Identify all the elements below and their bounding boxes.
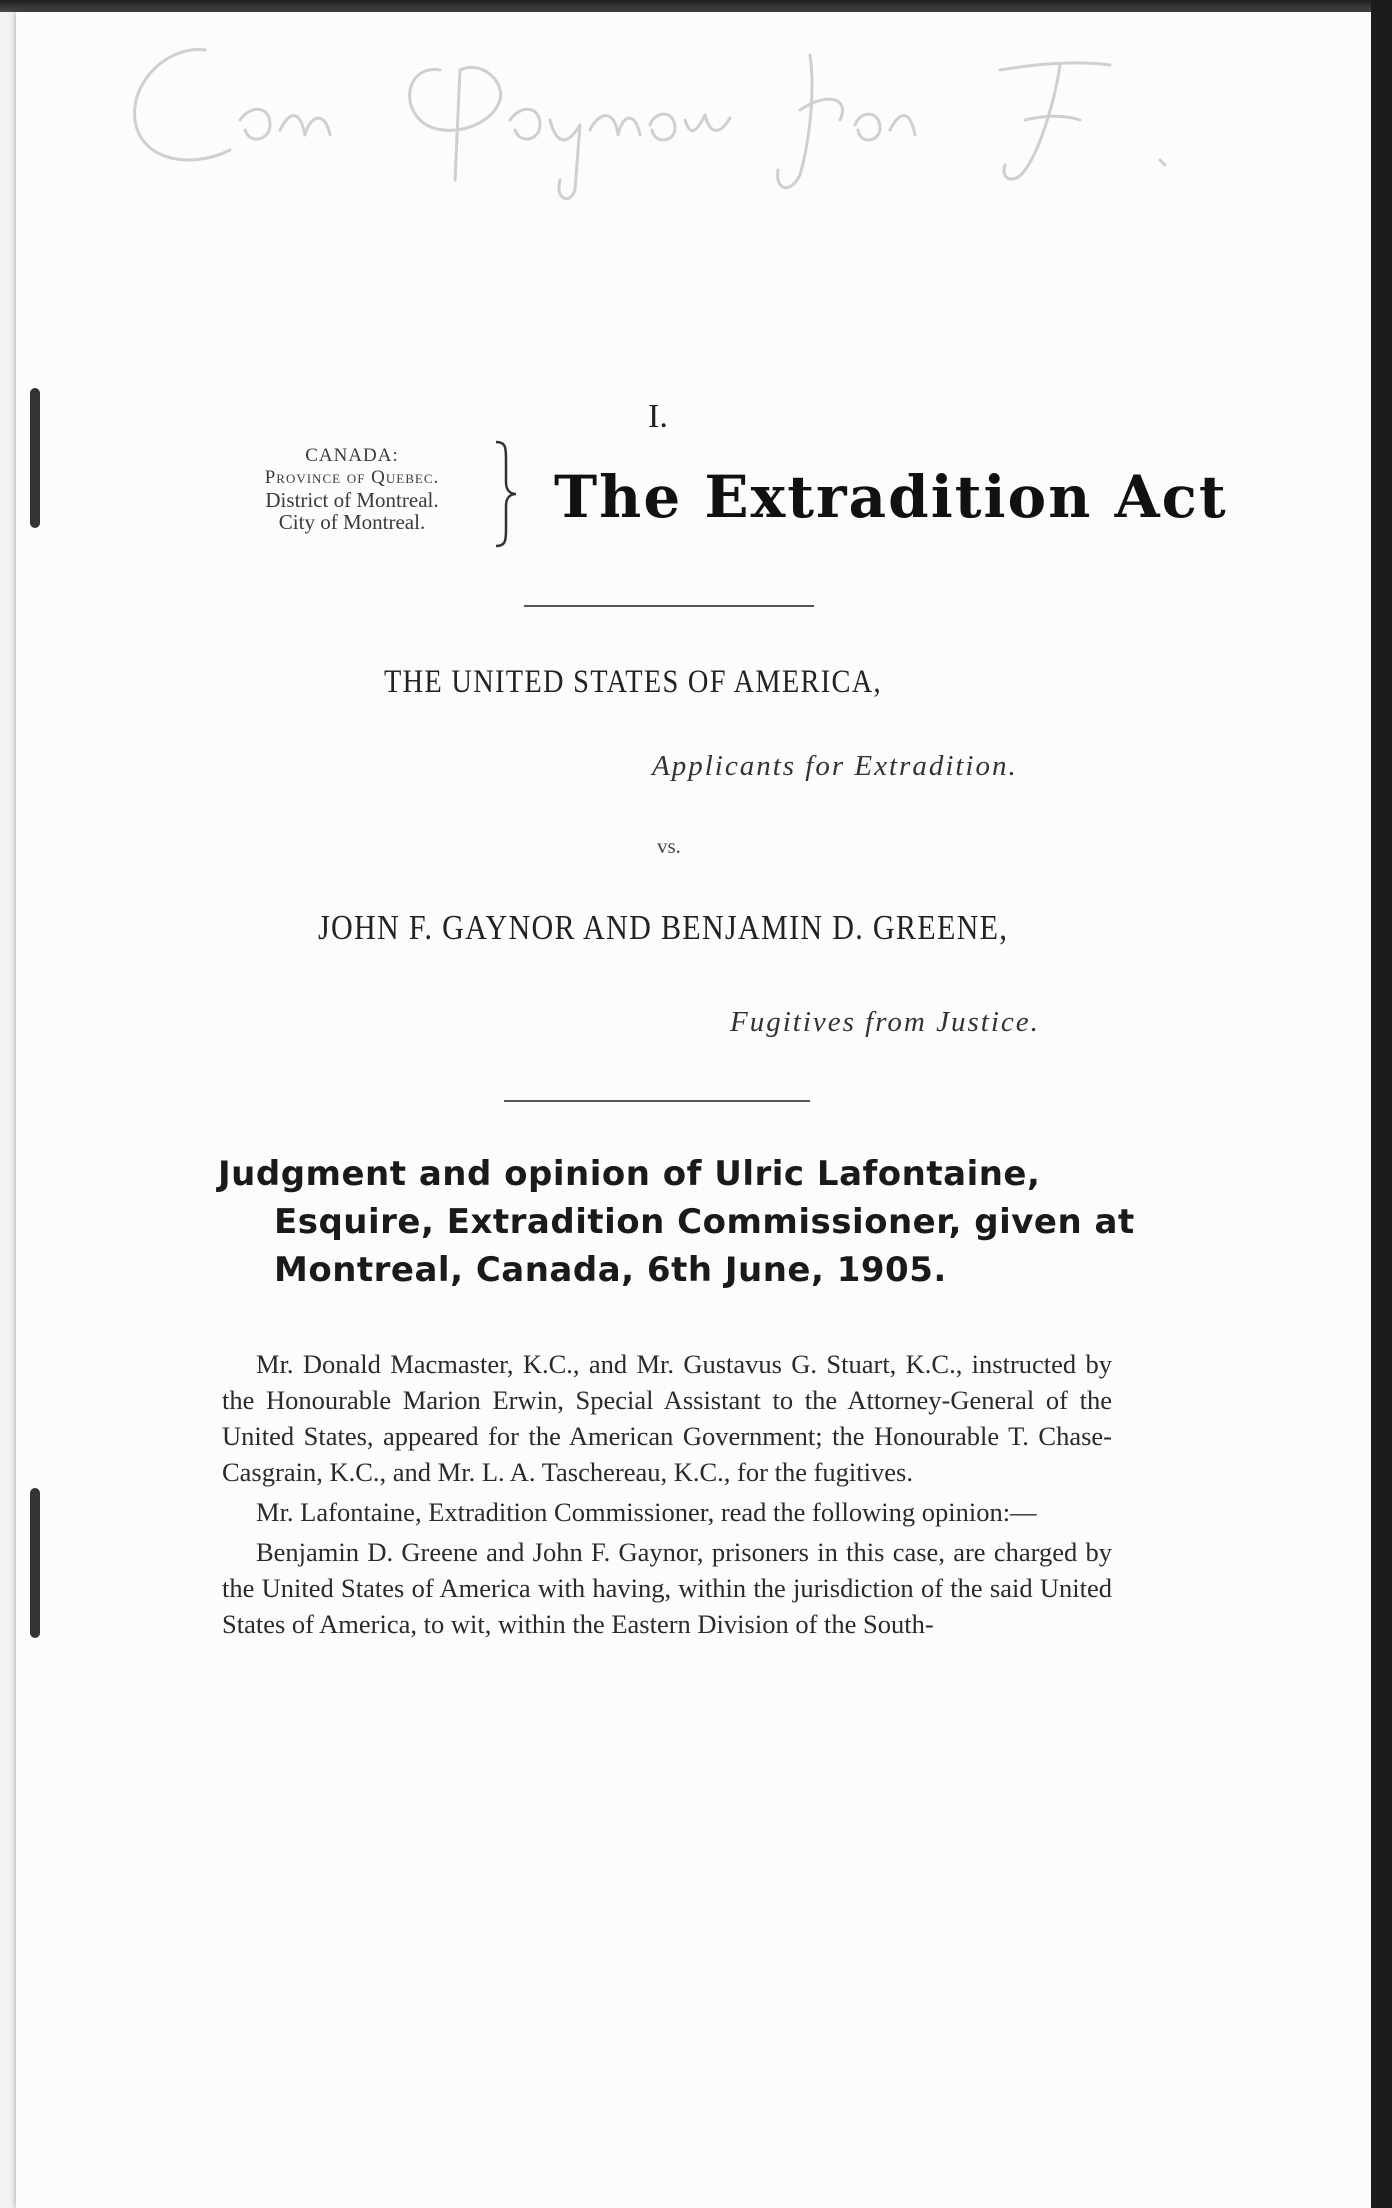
title-divider — [524, 605, 814, 607]
plaintiff-role: Applicants for Extradition. — [652, 750, 1018, 782]
versus-label: vs. — [657, 834, 681, 858]
paragraph-reading: Mr. Lafontaine, Extradition Commissioner, read the following opinion:— — [256, 1497, 1037, 1527]
heading-line-1: Judgment and opinion of Ulric Lafontaine, — [218, 1154, 1041, 1194]
body-text — [222, 1346, 1112, 1646]
heading-line-3: Montreal, Canada, 6th June, 1905. — [274, 1250, 947, 1290]
binding-staple-lower — [30, 1488, 40, 1638]
plaintiff-name: THE UNITED STATES OF AMERICA, — [384, 664, 882, 700]
jurisdiction-province: Province of Quebec. — [264, 467, 440, 488]
jurisdiction-country: CANADA: — [305, 445, 399, 466]
jurisdiction-district: District of Montreal. — [265, 488, 439, 512]
scan-right-edge — [1371, 0, 1392, 2208]
jurisdiction-brace — [492, 438, 522, 550]
handwritten-signature — [110, 10, 1230, 210]
heading-line-2: Esquire, Extradition Commissioner, given at — [274, 1202, 1135, 1242]
caption-divider — [504, 1100, 810, 1102]
act-title: The Extradition Act — [554, 463, 1228, 531]
binding-staple-upper — [30, 388, 40, 528]
defendant-role: Fugitives from Justice. — [730, 1006, 1040, 1038]
judgment-heading — [218, 1150, 1138, 1294]
jurisdiction-city: City of Montreal. — [278, 510, 426, 534]
jurisdiction-block — [212, 445, 492, 533]
section-number: I. — [648, 398, 668, 435]
paragraph-charges: Benjamin D. Greene and John F. Gaynor, prisoners in this case, are charged by the United States of America with having, within the jurisdiction of the said United States of America, to wit, within the Eastern Division of the South- — [222, 1537, 1112, 1639]
document-page — [16, 12, 1371, 2208]
paragraph-counsel: Mr. Donald Macmaster, K.C., and Mr. Gustavus G. Stuart, K.C., instructed by the Honourable Marion Erwin, Special Assistant to the Attorney-General of the United States, appeared for the American Government; the Honourable T. Chase-Casgrain, K.C., and Mr. L. A. Taschereau, K.C., for the fugitives. — [222, 1349, 1112, 1487]
defendant-names: JOHN F. GAYNOR AND BENJAMIN D. GREENE, — [318, 908, 1009, 947]
